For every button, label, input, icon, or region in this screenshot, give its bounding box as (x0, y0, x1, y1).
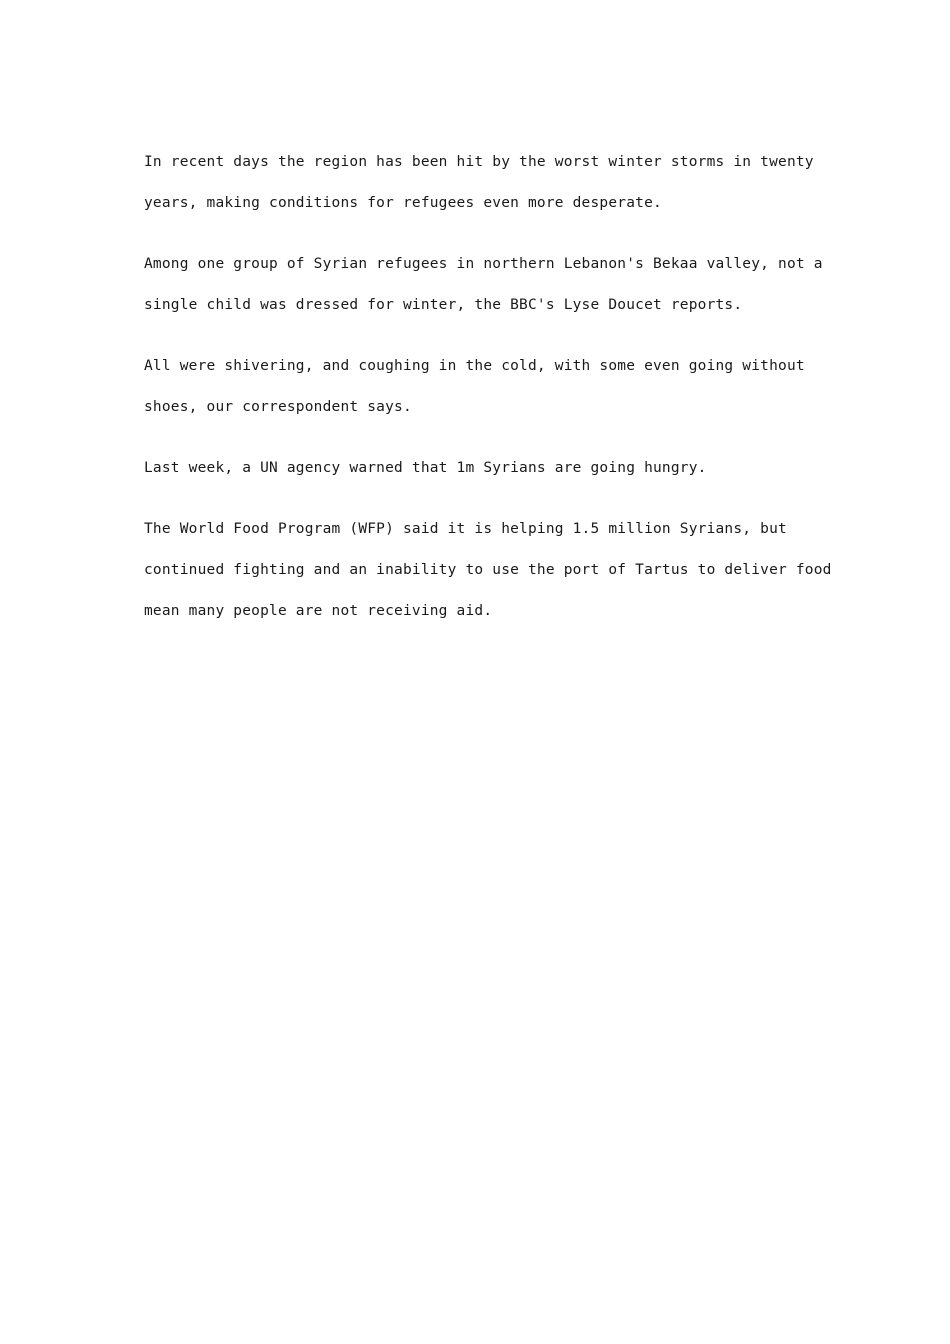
paragraph-wfp (144, 511, 832, 634)
text-line: The World Food Program (WFP) said it is helping 1.5 million Syrians, but (144, 521, 787, 537)
text-line: Last week, a UN agency warned that 1m Syrians are going hungry. (144, 460, 707, 476)
paragraph-shivering (144, 348, 804, 430)
text-line: mean many people are not receiving aid. (144, 603, 493, 619)
paragraph-winter-storms (144, 144, 814, 226)
text-line: single child was dressed for winter, the BBC's Lyse Doucet reports. (144, 297, 743, 313)
paragraph-bekaa-valley (144, 246, 823, 328)
text-line: years, making conditions for refugees even more desperate. (144, 195, 662, 211)
text-line: continued fighting and an inability to use the port of Tartus to deliver food (144, 562, 832, 578)
text-line: All were shivering, and coughing in the cold, with some even going without (144, 358, 805, 374)
document-body (144, 144, 832, 654)
text-line: In recent days the region has been hit by the worst winter storms in twenty (144, 154, 814, 170)
text-line: Among one group of Syrian refugees in northern Lebanon's Bekaa valley, not a (144, 256, 823, 272)
paragraph-un-agency (144, 450, 804, 491)
text-line: shoes, our correspondent says. (144, 399, 412, 415)
